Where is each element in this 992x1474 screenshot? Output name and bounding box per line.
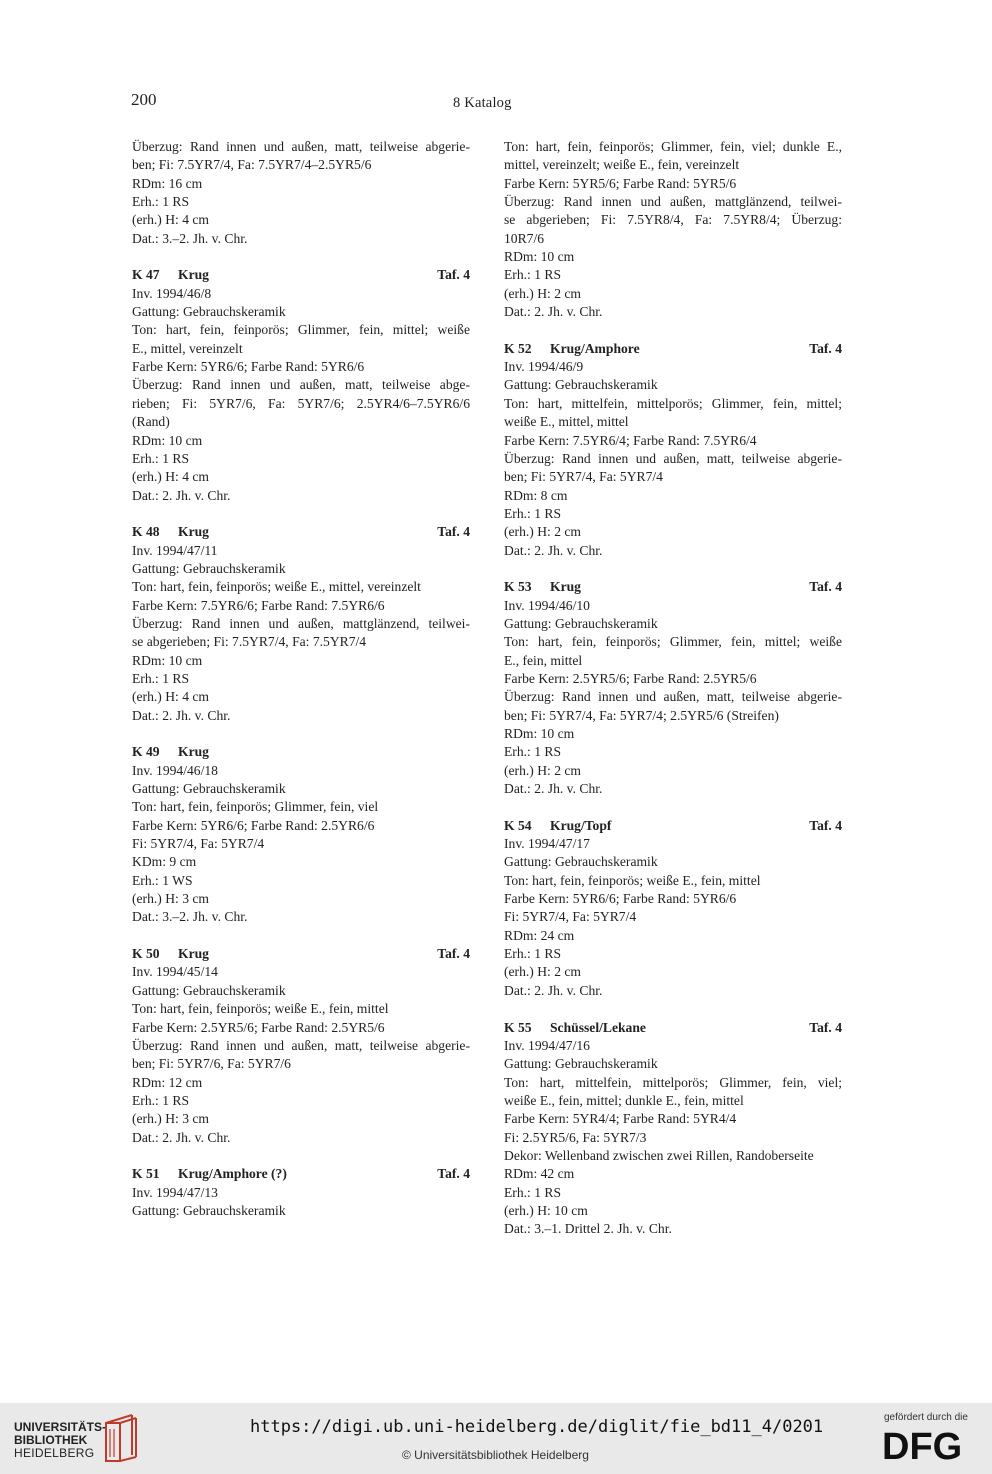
entry-line: RDm: 16 cm (132, 175, 203, 191)
entry-heading (504, 578, 842, 596)
entry-line: Farbe Kern: 5YR5/6; Farbe Rand: 5YR5/6 (504, 175, 737, 191)
entry-line: Ton: hart, fein, feinporös; Glimmer, fein, mittel; weiße (132, 322, 470, 338)
entry-title: Krug (178, 946, 209, 962)
entry-line: Farbe Kern: 2.5YR5/6; Farbe Rand: 2.5YR5/6 (504, 670, 757, 686)
entry-line: mittel, vereinzelt; weiße E., fein, vereinzelt (504, 157, 740, 173)
entry-line: RDm: 10 cm (504, 249, 575, 265)
entry-line: Farbe Kern: 5YR6/6; Farbe Rand: 5YR6/6 (504, 891, 737, 907)
entry-line: Ton: hart, mittelfein, mittelporös; Glimmer, fein, viel; (504, 1074, 842, 1090)
catalog-entry (504, 340, 842, 560)
entry-title: Schüssel/Lekane (550, 1019, 646, 1035)
entry-number: K 49 (132, 744, 160, 760)
catalog-entry (132, 945, 470, 1147)
entry-line: Überzug: Rand innen und außen, matt, teilweise abgerie- (132, 1037, 470, 1053)
entry-line: Gattung: Gebrauchskeramik (504, 377, 658, 393)
catalog-entry (504, 817, 842, 1000)
entry-line: Inv. 1994/46/18 (132, 762, 218, 778)
entry-line: (erh.) H: 3 cm (132, 1111, 210, 1127)
entry-line: Gattung: Gebrauchskeramik (132, 781, 286, 797)
entry-line: Dat.: 2. Jh. v. Chr. (132, 1129, 231, 1145)
entry-line: (erh.) H: 4 cm (132, 469, 210, 485)
entry-line: RDm: 24 cm (504, 927, 575, 943)
entry-line: Ton: hart, mittelfein, mittelporös; Glimmer, fein, mittel; (504, 395, 842, 411)
entry-number: K 52 (504, 340, 532, 356)
entry-line: Inv. 1994/47/13 (132, 1184, 218, 1200)
entry-line: Farbe Kern: 7.5YR6/6; Farbe Rand: 7.5YR6/6 (132, 597, 385, 613)
copyright-notice: © Universitätsbibliothek Heidelberg (402, 1448, 589, 1462)
entry-line: RDm: 42 cm (504, 1166, 575, 1182)
entry-line: KDm: 9 cm (132, 854, 197, 870)
entry-line: Farbe Kern: 2.5YR5/6; Farbe Rand: 2.5YR5/6 (132, 1019, 385, 1035)
catalog-entry (504, 578, 842, 798)
entry-number: K 48 (132, 524, 160, 540)
plate-reference: Taf. 4 (809, 340, 842, 356)
entry-line: Erh.: 1 RS (504, 505, 562, 521)
entry-line: se abgerieben; Fi: 7.5YR8/4, Fa: 7.5YR8/4; Überzug: (504, 212, 842, 228)
entry-line: RDm: 10 cm (132, 652, 203, 668)
entry-line: Erh.: 1 RS (504, 267, 562, 283)
entry-line: Inv. 1994/47/17 (504, 836, 590, 852)
entry-line: Gattung: Gebrauchskeramik (504, 615, 658, 631)
entry-line: Überzug: Rand innen und außen, mattglänzend, teilwei- (132, 615, 470, 631)
entry-line: ben; Fi: 5YR7/4, Fa: 5YR7/4; 2.5YR5/6 (Streifen) (504, 707, 779, 723)
entry-line: Ton: hart, fein, feinporös; weiße E., fein, mittel (132, 1001, 389, 1017)
entry-line: Dat.: 3.–1. Drittel 2. Jh. v. Chr. (504, 1221, 672, 1237)
entry-line: Gattung: Gebrauchskeramik (504, 1056, 658, 1072)
entry-line: RDm: 8 cm (504, 487, 568, 503)
entry-line: (erh.) H: 3 cm (132, 891, 210, 907)
page-number: 200 (131, 90, 157, 109)
entry-line: Dekor: Wellenband zwischen zwei Rillen, Randoberseite (504, 1147, 814, 1163)
entry-line: weiße E., mittel, mittel (504, 414, 629, 430)
entry-line: (Rand) (132, 414, 170, 430)
catalog-entry (132, 138, 470, 248)
entry-title: Krug/Topf (550, 817, 612, 833)
entry-line: Erh.: 1 RS (132, 670, 190, 686)
entry-line: Dat.: 2. Jh. v. Chr. (504, 304, 603, 320)
entry-heading (132, 266, 470, 284)
entry-line: Dat.: 2. Jh. v. Chr. (504, 781, 603, 797)
entry-line: Gattung: Gebrauchskeramik (132, 1202, 286, 1218)
entry-number: K 53 (504, 579, 532, 595)
running-head: 8 Katalog (453, 95, 512, 111)
entry-number: K 50 (132, 946, 160, 962)
plate-reference: Taf. 4 (437, 1166, 470, 1182)
entry-line: Dat.: 2. Jh. v. Chr. (504, 542, 603, 558)
entry-line: RDm: 10 cm (504, 726, 575, 741)
dfg-logo[interactable] (882, 1425, 978, 1465)
catalog-entry (504, 1019, 842, 1239)
entry-line: E., fein, mittel (504, 652, 583, 668)
entry-title: Krug (178, 744, 209, 760)
entry-line: Fi: 2.5YR5/6, Fa: 5YR7/3 (504, 1129, 647, 1145)
entry-line: Erh.: 1 RS (132, 194, 190, 210)
entry-line: Gattung: Gebrauchskeramik (132, 304, 286, 320)
entry-line: rieben; Fi: 5YR7/6, Fa: 5YR7/6; 2.5YR4/6–7.5YR6/6 (132, 395, 470, 411)
catalog-entry (132, 1165, 470, 1220)
entry-line: Farbe Kern: 5YR6/6; Farbe Rand: 5YR6/6 (132, 359, 365, 375)
entry-line: se abgerieben; Fi: 7.5YR7/4, Fa: 7.5YR7/4 (132, 634, 367, 650)
entry-line: Dat.: 2. Jh. v. Chr. (132, 487, 231, 503)
entry-line: RDm: 12 cm (132, 1074, 203, 1090)
entry-line: Farbe Kern: 7.5YR6/4; Farbe Rand: 7.5YR6/4 (504, 432, 757, 448)
entry-line: Dat.: 2. Jh. v. Chr. (132, 707, 231, 723)
entry-line: Erh.: 1 RS (132, 450, 190, 466)
entry-heading (504, 1019, 842, 1037)
funding-caption: gefördert durch die (884, 1412, 968, 1423)
entry-line: 10R7/6 (504, 230, 545, 246)
entry-line: Inv. 1994/45/14 (132, 964, 218, 980)
entry-heading (504, 340, 842, 358)
entry-line: Erh.: 1 RS (132, 1092, 190, 1108)
plate-reference: Taf. 4 (437, 267, 470, 283)
entry-number: K 55 (504, 1019, 532, 1035)
entry-line: Dat.: 3.–2. Jh. v. Chr. (132, 909, 248, 925)
entry-line: Überzug: Rand innen und außen, matt, teilweise abgerie- (504, 450, 842, 466)
entry-heading (504, 817, 842, 835)
entry-line: Erh.: 1 RS (504, 1184, 562, 1200)
entry-number: K 47 (132, 267, 160, 283)
catalog-entry (504, 138, 842, 321)
entry-heading (132, 523, 470, 541)
entry-title: Krug/Amphore (?) (178, 1166, 287, 1182)
entry-title: Krug (178, 524, 209, 540)
entry-title: Krug (550, 579, 581, 595)
document-url-link[interactable]: https://digi.ub.uni-heidelberg.de/diglit/fie_bd11_4/0201 (250, 1417, 824, 1437)
library-name-line-3: HEIDELBERG (14, 1446, 95, 1460)
entry-number: K 51 (132, 1166, 160, 1182)
entry-line: (erh.) H: 2 cm (504, 524, 582, 540)
entry-line: Überzug: Rand innen und außen, matt, teilweise abge- (132, 377, 470, 393)
catalog-entry (132, 523, 470, 725)
entry-line: Ton: hart, fein, feinporös; Glimmer, fein, mittel; weiße (504, 634, 842, 650)
entry-line: Erh.: 1 WS (132, 872, 193, 888)
catalog-entry (132, 743, 470, 926)
entry-line: RDm: 10 cm (132, 432, 203, 448)
catalog-entry (132, 266, 470, 504)
entry-line: Inv. 1994/46/8 (132, 285, 212, 301)
entry-line: Gattung: Gebrauchskeramik (132, 982, 286, 998)
plate-reference: Taf. 4 (437, 524, 470, 540)
plate-reference: Taf. 4 (809, 579, 842, 595)
entry-line: (erh.) H: 2 cm (504, 285, 582, 301)
entry-line: Fi: 5YR7/4, Fa: 5YR7/4 (504, 909, 637, 925)
entry-line: Erh.: 1 RS (504, 946, 562, 962)
right-column (504, 138, 842, 1239)
library-logo-icon[interactable] (100, 1413, 140, 1465)
entry-line: weiße E., fein, mittel; dunkle E., fein, mittel (504, 1092, 744, 1108)
plate-reference: Taf. 4 (809, 1019, 842, 1035)
entry-line: (erh.) H: 4 cm (132, 212, 210, 228)
entry-heading (132, 1165, 470, 1183)
entry-line: Ton: hart, fein, feinporös; Glimmer, fein, viel; dunkle E., (504, 139, 842, 154)
library-logo-text[interactable] (14, 1421, 106, 1460)
plate-reference: Taf. 4 (437, 946, 470, 962)
dfg-logo-text: DFG (882, 1426, 963, 1465)
library-name-line-1: UNIVERSITÄTS- (14, 1420, 107, 1434)
entry-line: Farbe Kern: 5YR4/4; Farbe Rand: 5YR4/4 (504, 1111, 737, 1127)
entry-line: Gattung: Gebrauchskeramik (504, 854, 658, 870)
entry-number: K 54 (504, 817, 532, 833)
entry-heading (132, 945, 470, 963)
entry-line: Überzug: Rand innen und außen, matt, teilweise abgerie- (132, 139, 470, 154)
entry-title: Krug (178, 267, 209, 283)
entry-line: (erh.) H: 10 cm (504, 1202, 588, 1218)
entry-line: Inv. 1994/47/11 (132, 542, 218, 558)
entry-line: Ton: hart, fein, feinporös; Glimmer, fein, viel (132, 799, 379, 815)
left-column (132, 138, 470, 1220)
footer-bar (0, 1403, 992, 1474)
entry-line: Ton: hart, fein, feinporös; weiße E., fein, mittel (504, 872, 761, 888)
entry-line: Überzug: Rand innen und außen, mattglänzend, teilwei- (504, 194, 842, 210)
entry-line: E., mittel, vereinzelt (132, 340, 243, 356)
entry-line: Inv. 1994/46/10 (504, 597, 590, 613)
entry-line: ben; Fi: 5YR7/6, Fa: 5YR7/6 (132, 1056, 291, 1072)
entry-line: Gattung: Gebrauchskeramik (132, 560, 286, 576)
entry-line: ben; Fi: 5YR7/4, Fa: 5YR7/4 (504, 469, 663, 485)
entry-line: Erh.: 1 RS (504, 744, 562, 760)
entry-line: Überzug: Rand innen und außen, matt, teilweise abgerie- (504, 689, 842, 705)
entry-line: Dat.: 3.–2. Jh. v. Chr. (132, 230, 248, 246)
entry-line: Inv. 1994/46/9 (504, 359, 584, 375)
plate-reference: Taf. 4 (809, 817, 842, 833)
entry-line: Farbe Kern: 5YR6/6; Farbe Rand: 2.5YR6/6 (132, 817, 375, 833)
entry-line: (erh.) H: 2 cm (504, 964, 582, 980)
entry-line: (erh.) H: 4 cm (132, 689, 210, 705)
entry-heading (132, 743, 470, 761)
entry-line: Ton: hart, fein, feinporös; weiße E., mittel, vereinzelt (132, 579, 421, 595)
library-name-line-2: BIBLIOTHEK (14, 1433, 88, 1447)
entry-line: Dat.: 2. Jh. v. Chr. (504, 982, 603, 998)
entry-line: Inv. 1994/47/16 (504, 1037, 590, 1053)
entry-line: Fi: 5YR7/4, Fa: 5YR7/4 (132, 836, 265, 852)
entry-title: Krug/Amphore (550, 340, 640, 356)
entry-line: ben; Fi: 7.5YR7/4, Fa: 7.5YR7/4–2.5YR5/6 (132, 157, 372, 173)
entry-line: (erh.) H: 2 cm (504, 762, 582, 778)
